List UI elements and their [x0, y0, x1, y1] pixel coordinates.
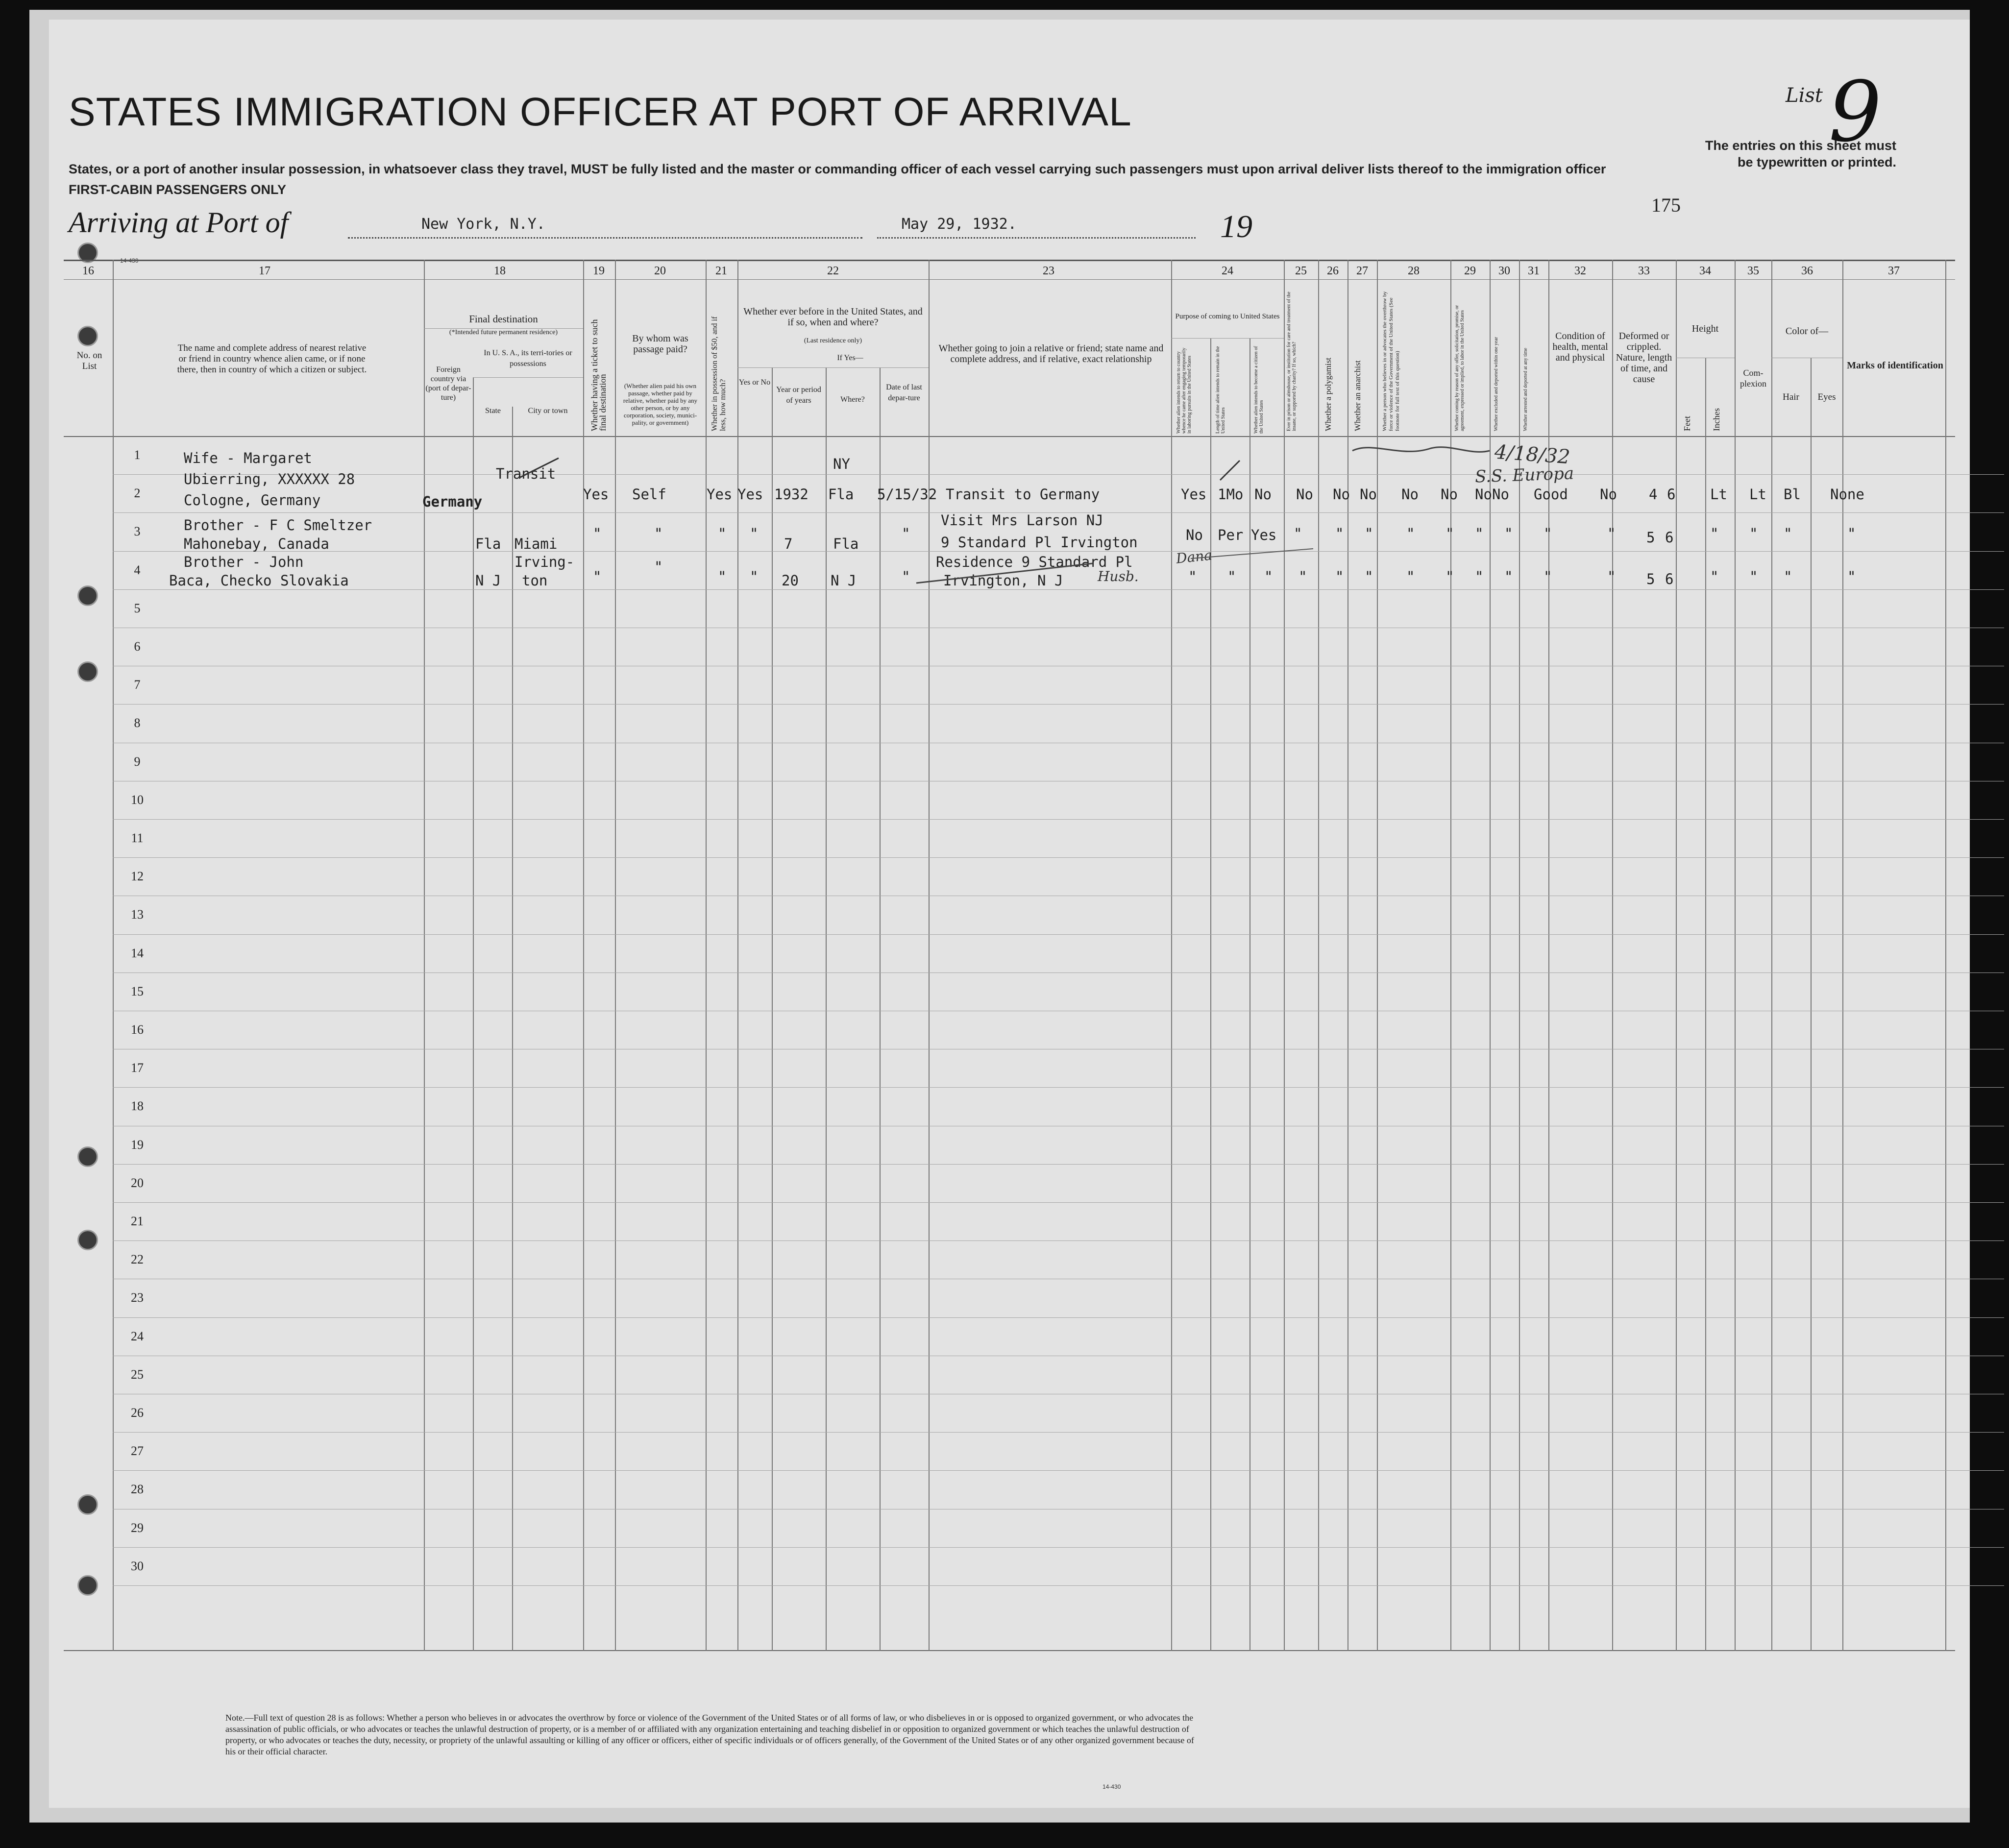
- header-hair: Hair: [1783, 392, 1799, 402]
- entry-2-before-us: ": [750, 525, 759, 542]
- arriving-label: Arriving at Port of: [69, 206, 289, 239]
- entry-1-money: Yes: [707, 486, 733, 503]
- col-23-number: 23: [1043, 265, 1054, 277]
- entry-2-money: ": [718, 525, 727, 542]
- entry-2-feet: 5: [1646, 529, 1655, 546]
- entry-1-before-where-ny: NY: [833, 456, 850, 472]
- entry-1-hair: Lt: [1749, 486, 1766, 503]
- entry-3-deformed: ": [1607, 568, 1616, 585]
- header-color-of: Color of—: [1785, 326, 1829, 337]
- header-yes-or-no: Yes or No: [738, 378, 771, 387]
- col-30-number: 30: [1498, 265, 1510, 277]
- entry-1-feet: 4: [1649, 486, 1658, 503]
- col-32-number: 32: [1574, 265, 1586, 277]
- header-year: Year or period of years: [776, 386, 821, 405]
- class-line: FIRST-CABIN PASSENGERS ONLY: [69, 182, 287, 197]
- entry-3-before-where: N J: [831, 572, 857, 589]
- row-number: 23: [131, 1290, 144, 1305]
- form-number-bottom: 14-430: [1102, 1783, 1121, 1790]
- entry-1-polygamist: No: [1333, 486, 1350, 503]
- header-complexion: Com-plexion: [1740, 368, 1766, 389]
- entry-1-foreign-country: Germany: [422, 493, 483, 510]
- row-number: 6: [134, 639, 141, 654]
- header-no-on-list: No. on List: [76, 350, 102, 371]
- row-number: 4: [134, 562, 141, 577]
- entry-2-complexion: ": [1710, 525, 1719, 542]
- list-label: List: [1786, 84, 1823, 107]
- header-passage-paid-sub: (Whether alien paid his own passage, whether paid by relative, whether paid by any other person, or by any corporation, society, munici-pality, or government): [623, 382, 698, 426]
- entry-1-length-stay: 1Mo: [1218, 486, 1244, 503]
- header-ever-before: Whether ever before in the United States, and if so, when and where?: [743, 306, 923, 328]
- entry-1-before-us: Yes: [737, 486, 763, 503]
- entry-3-excluded: ": [1475, 568, 1484, 585]
- entry-3-hair: ": [1749, 568, 1758, 585]
- entry-2-polygamist: ": [1335, 525, 1344, 542]
- header-purpose-return: Whether alien intends to return to country whence he came after engaging temporarily in laboring pursuits in the United States: [1176, 347, 1192, 434]
- subtitle-line: States, or a port of another insular possession, in whatsoever class they travel, MUST be fully listed and the master or commanding officer of each vessel carrying such passengers must upon arrival deliver lists thereof to the immigration officer: [69, 162, 1606, 176]
- row-number: 8: [134, 716, 141, 730]
- entry-1-eyes: Bl: [1784, 486, 1801, 503]
- entry-3-relative-line-2: Baca, Checko Slovakia: [169, 572, 349, 589]
- header-passage-paid: By whom was passage paid?: [632, 333, 688, 355]
- col-27-number: 27: [1356, 265, 1368, 277]
- header-where: Where?: [840, 395, 865, 404]
- entry-3-labor-offer: ": [1446, 568, 1454, 585]
- row-number: 17: [131, 1061, 144, 1075]
- row-number: 30: [131, 1558, 144, 1573]
- entry-2-before-year: 7: [784, 535, 793, 552]
- entry-1-inches: 6: [1667, 486, 1676, 503]
- header-ever-before-sub: (Last residence only): [804, 337, 862, 344]
- row-number: 27: [131, 1444, 144, 1459]
- row-number: 7: [134, 678, 141, 692]
- row-number: 1: [134, 448, 141, 462]
- entry-3-return-intent: ": [1188, 568, 1197, 585]
- entry-3-paid-by: ": [654, 559, 663, 575]
- entry-2-arrested: ": [1504, 525, 1513, 542]
- entry-1-last-departure: 5/15/32: [877, 486, 937, 503]
- row-number: 25: [131, 1367, 144, 1382]
- entry-2-excluded: ": [1475, 525, 1484, 542]
- header-anarchist: Whether an anarchist: [1353, 360, 1362, 431]
- row-number: 10: [131, 792, 144, 807]
- entry-2-joining-line-2: 9 Standard Pl Irvington: [941, 534, 1138, 551]
- header-state: State: [485, 407, 501, 415]
- entry-2-citizen-intent: Yes: [1251, 527, 1277, 543]
- list-note: The entries on this sheet must be typewritten or printed.: [1705, 138, 1896, 170]
- entry-2-relative-line-1: Brother - F C Smeltzer: [184, 517, 372, 534]
- row-number: 22: [131, 1252, 144, 1267]
- entry-1-labor-offer: No: [1441, 486, 1458, 503]
- entry-3-prison: ": [1298, 568, 1307, 585]
- entry-2-eyes: ": [1784, 525, 1792, 542]
- entry-3-arrested: ": [1504, 568, 1513, 585]
- col-18-number: 18: [494, 265, 506, 277]
- entry-1-destination: Transit: [496, 465, 556, 482]
- entry-1-citizen-intent: No: [1254, 486, 1272, 503]
- entry-3-feet: 5: [1646, 571, 1655, 587]
- header-excluded: Whether excluded and deported within one year: [1494, 337, 1499, 431]
- entry-1-anarchist: No: [1360, 486, 1377, 503]
- row-number: 15: [131, 984, 144, 998]
- entry-2-paid-by: ": [654, 525, 663, 542]
- entry-3-anarchist: ": [1365, 568, 1373, 585]
- entry-3-inches: 6: [1665, 571, 1674, 587]
- entry-3-joining-line-1: Residence 9 Standard Pl: [936, 554, 1133, 570]
- handwritten-date: 4/18/32: [1494, 440, 1571, 469]
- row-number: 16: [131, 1022, 144, 1037]
- entry-3-complexion: ": [1710, 568, 1719, 585]
- header-prison: Ever in prison or almshouse, or institution for care and treatment of the insane, or supported by charity? If so, which?: [1286, 292, 1297, 431]
- list-number: 9: [1828, 64, 1882, 161]
- row-number: 24: [131, 1329, 144, 1343]
- header-final-destination: Final destination: [469, 313, 538, 325]
- entry-3-city-line-1: Irving-: [514, 554, 575, 570]
- header-final-destination-sub: (*Intended future permanent residence): [449, 329, 558, 336]
- col-36-number: 36: [1801, 265, 1813, 277]
- entry-3-city-line-2: ton: [522, 572, 548, 589]
- col-17-number: 17: [259, 265, 270, 277]
- header-marks: Marks of identification: [1847, 360, 1943, 371]
- entry-1-health: Good: [1534, 486, 1568, 503]
- entry-1-arrested: No: [1492, 486, 1509, 503]
- col-29-number: 29: [1464, 265, 1476, 277]
- row-number: 3: [134, 524, 141, 539]
- header-deformed: Deformed or crippled. Nature, length of time, and cause: [1616, 331, 1672, 385]
- header-ticket: Whether having a ticket to such final destination: [589, 319, 608, 431]
- row-number: 29: [131, 1520, 144, 1535]
- entry-3-money: ": [718, 568, 727, 585]
- header-health: Condition of health, mental and physical: [1552, 331, 1608, 363]
- entry-2-last-departure: ": [902, 525, 910, 542]
- col-28-number: 28: [1408, 265, 1420, 277]
- entry-3-last-departure: ": [902, 568, 910, 585]
- entry-2-deformed: ": [1607, 525, 1616, 542]
- row-number: 13: [131, 907, 144, 922]
- header-height: Height: [1691, 323, 1719, 334]
- entry-3-polygamist: ": [1335, 568, 1344, 585]
- entry-3-marks: ": [1847, 568, 1856, 585]
- entry-1-overthrow: No: [1401, 486, 1419, 503]
- entry-2-overthrow: ": [1406, 525, 1415, 542]
- entry-3-before-year: 20: [782, 572, 799, 589]
- row-number: 21: [131, 1214, 144, 1228]
- entry-2-relative-line-2: Mahonebay, Canada: [184, 535, 329, 552]
- header-eyes: Eyes: [1817, 392, 1836, 402]
- col-33-number: 33: [1638, 265, 1650, 277]
- entry-3-health: ": [1544, 568, 1552, 585]
- col-21-number: 21: [715, 265, 727, 277]
- year-prefix: 19: [1220, 209, 1252, 244]
- entry-1-deformed: No: [1600, 486, 1617, 503]
- page-title: STATES IMMIGRATION OFFICER AT PORT OF ARRIVAL: [69, 90, 1132, 134]
- header-date-departure: Date of last depar-ture: [886, 383, 922, 402]
- entry-1-complexion: Lt: [1710, 486, 1727, 503]
- col-22-number: 22: [827, 265, 839, 277]
- entry-1-excluded: No: [1475, 486, 1492, 503]
- entry-3-length-stay: ": [1227, 568, 1236, 585]
- entry-2-prison: ": [1294, 525, 1302, 542]
- entry-3-relative-line-1: Brother - John: [184, 554, 304, 570]
- handwritten-husb: Husb.: [1098, 568, 1139, 584]
- row-number: 9: [134, 754, 141, 769]
- row-number: 19: [131, 1137, 144, 1152]
- row-number: 18: [131, 1099, 144, 1114]
- entry-1-paid-by: Self: [632, 486, 666, 503]
- entry-3-joining-line-2: Irvington, N J: [943, 572, 1063, 589]
- entry-1-relative-line-2: Ubierring, XXXXXX 28: [184, 471, 355, 487]
- handwritten-ship: S.S. Europa: [1474, 463, 1574, 487]
- entry-3-overthrow: ": [1406, 568, 1415, 585]
- entry-2-inches: 6: [1665, 529, 1674, 546]
- col-25-number: 25: [1295, 265, 1307, 277]
- entry-1-before-year: 1932: [774, 486, 808, 503]
- entry-2-anarchist: ": [1365, 525, 1373, 542]
- header-joining: Whether going to join a relative or friend; state name and complete address, and if relative, exact relationship: [938, 343, 1164, 365]
- handwritten-name: Dana: [1175, 547, 1213, 567]
- entry-2-city: Miami: [514, 535, 558, 552]
- entry-1-return-intent: Yes: [1181, 486, 1207, 503]
- row-number: 2: [134, 486, 141, 501]
- header-50-dollars: Whether in possession of $50, and if less, how much?: [710, 316, 727, 431]
- entry-3-citizen-intent: ": [1264, 568, 1273, 585]
- entry-1-joining: Transit to Germany: [946, 486, 1100, 503]
- col-35-number: 35: [1747, 265, 1759, 277]
- row-number: 12: [131, 869, 144, 884]
- header-nearest-relative: The name and complete address of nearest relative or friend in country whence alien came, or if none there, then in country of which a citizen or subject.: [177, 343, 367, 375]
- col-16-number: 16: [82, 265, 94, 277]
- entry-3-eyes: ": [1784, 568, 1792, 585]
- col-19-number: 19: [593, 265, 605, 277]
- entry-2-state: Fla: [475, 535, 501, 552]
- entry-2-health: ": [1544, 525, 1552, 542]
- header-if-yes: If Yes—: [837, 354, 863, 362]
- row-number: 14: [131, 946, 144, 960]
- header-usa: In U. S. A., its terri-tories or possessions: [484, 349, 572, 368]
- header-feet: Feet: [1682, 416, 1692, 431]
- entry-1-relative-line-1: Wife - Margaret: [184, 450, 312, 466]
- header-purpose-length: Length of time alien intends to remain in the United States: [1215, 346, 1226, 434]
- entry-2-return-intent: No: [1186, 527, 1203, 543]
- col-37-number: 37: [1888, 265, 1900, 277]
- header-city: City or town: [528, 407, 568, 415]
- row-number: 20: [131, 1175, 144, 1190]
- entry-2-hair: ": [1749, 525, 1758, 542]
- entry-2-ticket: ": [593, 525, 602, 542]
- col-34-number: 34: [1699, 265, 1711, 277]
- entry-2-marks: ": [1847, 525, 1856, 542]
- entry-1-marks: None: [1830, 486, 1864, 503]
- header-purpose: Purpose of coming to United States: [1175, 313, 1280, 320]
- col-31-number: 31: [1528, 265, 1540, 277]
- entry-2-joining-line-1: Visit Mrs Larson NJ: [941, 512, 1103, 529]
- header-arrested: Whether arrested and deported at any time: [1523, 348, 1528, 431]
- row-number: 11: [131, 831, 144, 845]
- header-foreign-country: Foreign country via (port of depar-ture): [425, 365, 471, 402]
- header-purpose-citizen: Whether alien intends to become a citizen of the United States: [1253, 346, 1264, 434]
- header-inches: Inches: [1712, 408, 1721, 431]
- col-26-number: 26: [1327, 265, 1339, 277]
- entry-3-before-us: ": [750, 568, 759, 585]
- entry-1-relative-line-3: Cologne, Germany: [184, 492, 321, 509]
- entry-1-prison: No: [1296, 486, 1313, 503]
- port-value: New York, N.Y.: [421, 216, 545, 233]
- entry-1-ticket: Yes: [583, 486, 609, 503]
- sheet-number: 175: [1651, 194, 1681, 216]
- col-24-number: 24: [1222, 265, 1233, 277]
- entry-2-length-stay: Per: [1218, 527, 1244, 543]
- row-number: 28: [131, 1482, 144, 1497]
- row-number: 5: [134, 601, 141, 615]
- entry-2-before-where: Fla: [833, 535, 859, 552]
- entry-3-ticket: ": [593, 568, 602, 585]
- entry-3-state: N J: [475, 572, 501, 589]
- row-number: 26: [131, 1406, 144, 1420]
- date-value: May 29, 1932.: [902, 216, 1017, 233]
- header-overthrow: Whether a person who believes in or advocates the overthrow by force or violence of the Government of the United States (See footnote for full text of this question): [1382, 291, 1400, 431]
- entry-1-before-where-fla: Fla: [828, 486, 854, 503]
- header-labor-offer: Whether coming by reason of any offer, solicitation, promise, or agreement, expressed or implied, to labor in the United States: [1454, 305, 1465, 431]
- col-20-number: 20: [654, 265, 666, 277]
- header-polygamist: Whether a polygamist: [1323, 357, 1333, 431]
- entry-2-labor-offer: ": [1446, 525, 1454, 542]
- footnote: Note.—Full text of question 28 is as follows: Whether a person who believes in or advocates the overthrow by force or violence of the Government of the United States or of all forms of law, or who disbelieves in or is opposed to organized government, or who advocates the assassination of public officials, or who advocates or teaches the unlawful destruction of property, or is a member of or affiliated with any organization entertaining and teaching disbelief in or opposition to organized government or which teaches the unlawful destruction of property, or who advocates or teaches the duty, necessity, or propriety of the unlawful assaulting or killing of any officer or officers, either of specific individuals or of officers generally, of the Government of the United States or of any other organized government because of his or their official character.: [225, 1713, 1194, 1756]
